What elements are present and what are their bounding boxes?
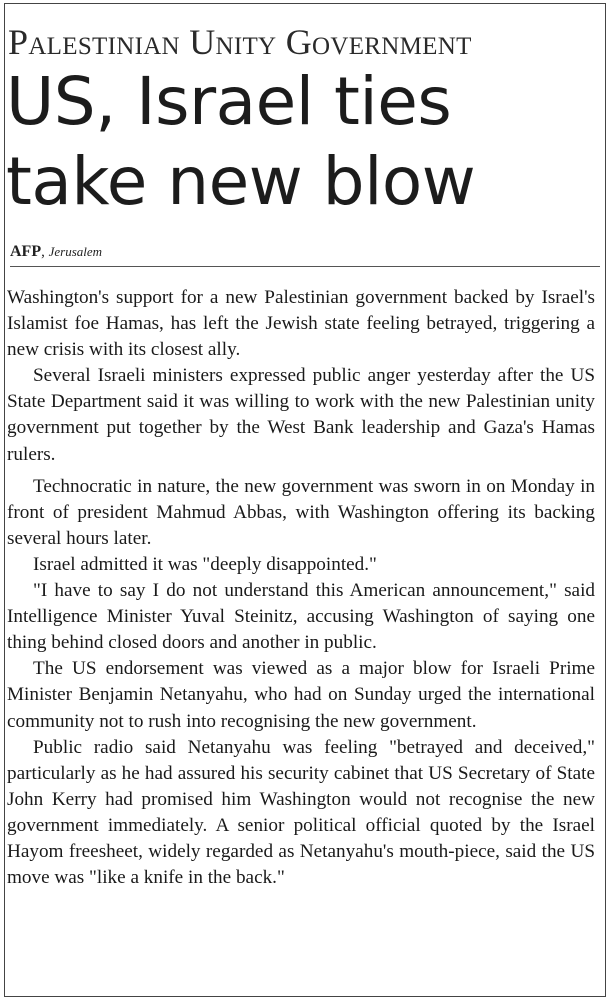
- byline-agency: AFP: [10, 243, 42, 260]
- article-body: [7, 285, 595, 891]
- paragraph: The US endorsement was viewed as a major blow for Israeli Prime Minister Benjamin Netanyahu, who had on Sunday urged the international community not to rush into recognising the new government.: [7, 658, 595, 732]
- byline-separator: ,: [41, 244, 49, 260]
- paragraph: "I have to say I do not understand this American announcement," said Intelligence Minister Yuval Steinitz, accusing Washington of saying one thing behind closed doors and another in public.: [7, 580, 595, 654]
- headline-line-2: take new blow: [6, 143, 476, 220]
- section-kicker: Palestinian Unity Government: [8, 22, 472, 62]
- headline-line-1: US, Israel ties: [6, 63, 452, 140]
- paragraph: Technocratic in nature, the new government was sworn in on Monday in front of president Mahmud Abbas, with Washington offering its backing several hours later.: [7, 475, 595, 549]
- headline: [6, 62, 606, 222]
- paragraph: Several Israeli ministers expressed public anger yesterday after the US State Department said it was willing to work with the new Palestinian unity government put together by the West Bank leadership and Gaza's Hamas rulers.: [7, 365, 595, 465]
- paragraph: Israel admitted it was "deeply disappointed.": [33, 553, 377, 575]
- byline: [10, 243, 102, 261]
- border-top: [4, 3, 606, 4]
- paragraph: Washington's support for a new Palestinian government backed by Israel's Islamist foe Hamas, has left the Jewish state feeling betrayed, triggering a new crisis with its closest ally.: [7, 287, 595, 361]
- border-left: [4, 3, 5, 997]
- byline-divider: [10, 266, 600, 267]
- byline-place: Jerusalem: [48, 244, 103, 259]
- paragraph: Public radio said Netanyahu was feeling "betrayed and deceived," particularly as he had assured his security cabinet that US Secretary of State John Kerry had promised him Washington would not recognise the new government immediately. A senior political official quoted by the Israel Hayom freesheet, widely regarded as Netanyahu's mouth-piece, said the US move was "like a knife in the back.": [7, 736, 595, 889]
- border-bottom: [4, 996, 606, 997]
